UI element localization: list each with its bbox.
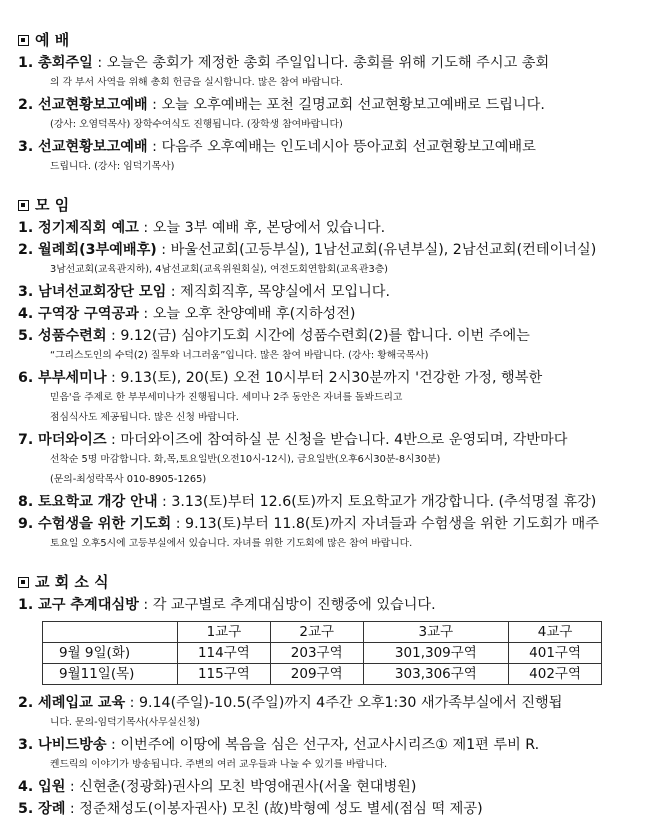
worship-item <box>18 137 638 177</box>
item-number: 9. <box>18 516 34 532</box>
item-text: 토요일 오후5시에 고등부실에서 있습니다. 자녀를 위한 기도회에 많은 참여 바랍니다. <box>50 538 413 549</box>
item-text: (문의-최성락목사 010-8905-1265) <box>50 474 207 485</box>
table-header-cell: 3교구 <box>363 622 509 643</box>
item-number: 4. <box>18 306 34 322</box>
item-text: 드립니다. (강사: 임덕기목사) <box>50 161 175 172</box>
table-cell: 303,306구역 <box>363 664 509 685</box>
item-number: 3. <box>18 284 34 300</box>
separator: : <box>147 139 162 155</box>
item-title: 총회주일 <box>38 55 93 71</box>
item-number: 1. <box>18 55 34 71</box>
separator: : <box>65 779 80 795</box>
table-cell: 114구역 <box>178 643 271 664</box>
item-text: 9.13(토), 20(토) 오전 10시부터 2시30분까지 '건강한 가정, 행복한 <box>120 370 543 386</box>
visitation-table <box>42 621 602 685</box>
table-cell: 9월 9일(화) <box>43 643 178 664</box>
separator: : <box>138 597 153 613</box>
meetings-heading <box>18 195 638 215</box>
separator: : <box>156 242 171 258</box>
table-row <box>43 664 602 685</box>
item-text: 다음주 오후예배는 인도네시아 뜽아교회 선교현황보고예배로 <box>161 139 536 155</box>
item-title: 부부세미나 <box>38 370 107 386</box>
news-item <box>18 693 638 733</box>
news-item <box>18 735 638 775</box>
bulletin-page <box>18 30 638 821</box>
news-item <box>18 595 638 615</box>
item-text: 믿음'을 주제로 한 부부세미나가 진행됩니다. 세미나 2주 동안은 자녀를 돌봐드리고 <box>50 392 403 403</box>
item-text: (강사: 오염덕목사) 장학수여식도 진행됩니다. (장학생 참여바랍니다) <box>50 119 343 130</box>
item-title: 나비드방송 <box>38 737 107 753</box>
item-number: 5. <box>18 801 34 817</box>
item-number: 2. <box>18 242 34 258</box>
item-number: 3. <box>18 737 34 753</box>
table-cell: 301,309구역 <box>363 643 509 664</box>
item-text: 신현춘(정광화)권사의 모친 박영애권사(서울 현대병원) <box>79 779 417 795</box>
item-text: 점심식사도 제공됩니다. 많은 신청 바랍니다. <box>50 412 240 423</box>
item-title: 성품수련회 <box>38 328 107 344</box>
separator: : <box>92 55 107 71</box>
item-number: 1. <box>18 597 34 613</box>
worship-section <box>18 30 638 177</box>
item-text: 제직회직후, 목양실에서 모입니다. <box>180 284 391 300</box>
item-text: 오늘 3부 예배 후, 본당에서 있습니다. <box>152 220 386 236</box>
item-text: 오늘 오후예배는 포천 길명교회 선교현황보고예배로 드립니다. <box>161 97 545 113</box>
item-text: 오늘 오후 찬양예배 후(지하성전) <box>152 306 356 322</box>
item-number: 3. <box>18 139 34 155</box>
item-text: 의 각 부서 사역을 위해 총회 헌금을 실시합니다. 많은 참여 바랍니다. <box>50 77 343 88</box>
item-text: 3남선교회(교육관지하), 4남선교회(교육위원회실), 여전도회연합회(교육관3층) <box>50 264 389 275</box>
square-bullet-icon <box>18 577 29 588</box>
item-text: 이번주에 이땅에 복음을 심은 선구자, 선교사시리즈① 제1편 루비 R. <box>120 737 540 753</box>
table-cell: 115구역 <box>178 664 271 685</box>
item-number: 2. <box>18 695 34 711</box>
meeting-item <box>18 514 638 554</box>
table-cell: 402구역 <box>509 664 602 685</box>
item-text: 오늘은 총회가 제정한 총회 주일입니다. 총회를 위해 기도해 주시고 총회 <box>106 55 550 71</box>
item-title: 구역장 구역공과 <box>38 306 139 322</box>
item-number: 1. <box>18 220 34 236</box>
item-title: 교구 추계대심방 <box>38 597 139 613</box>
item-title: 정기제직회 예고 <box>38 220 139 236</box>
meeting-item <box>18 304 638 324</box>
item-number: 6. <box>18 370 34 386</box>
news-item <box>18 777 638 797</box>
item-text: 9.12(금) 심야기도회 시간에 성품수련회(2)를 합니다. 이번 주에는 <box>120 328 530 344</box>
item-text: 니다. 문의-임덕기목사(사무실신청) <box>50 717 200 728</box>
item-text: 바울선교회(고등부실), 1남선교회(유년부실), 2남선교회(컨테이너실) <box>170 242 597 258</box>
separator: : <box>106 370 121 386</box>
meeting-item <box>18 326 638 366</box>
item-title: 남녀선교회장단 모임 <box>38 284 167 300</box>
news-section <box>18 572 638 819</box>
separator: : <box>125 695 139 711</box>
item-text: 9.13(토)부터 11.8(토)까지 자녀들과 수험생을 위한 기도회가 매주 <box>185 516 599 532</box>
worship-heading <box>18 30 638 50</box>
item-title: 세례입교 교육 <box>38 695 126 711</box>
separator: : <box>138 306 153 322</box>
item-number: 5. <box>18 328 34 344</box>
meeting-list <box>18 218 638 554</box>
item-text: 3.13(토)부터 12.6(토)까지 토요학교가 개강합니다. (추석명절 휴강) <box>171 494 597 510</box>
separator: : <box>106 432 121 448</box>
item-text: “그리스도인의 수덕(2) 질투와 너그러움”입니다. 많은 참여 바랍니다. (강사: 황해국목사) <box>50 350 429 361</box>
item-number: 2. <box>18 97 34 113</box>
separator: : <box>147 97 162 113</box>
table-cell: 9월11일(목) <box>43 664 178 685</box>
meeting-item <box>18 492 638 512</box>
item-title: 선교현황보고예배 <box>38 139 148 155</box>
meeting-item <box>18 368 638 428</box>
item-text: 선착순 5명 마감합니다. 화,목,토요일반(오전10시-12시), 금요일반(오후6시30분-8시30분) <box>50 454 441 465</box>
item-text: 정준채성도(이봉자권사) 모친 (故)박형예 성도 별세(점심 떡 제공) <box>79 801 483 817</box>
item-text: 각 교구별로 추계대심방이 진행중에 있습니다. <box>152 597 436 613</box>
separator: : <box>106 328 121 344</box>
separator: : <box>106 737 121 753</box>
square-bullet-icon <box>18 35 29 46</box>
table-row <box>43 643 602 664</box>
meetings-section <box>18 195 638 554</box>
table-header-cell: 1교구 <box>178 622 271 643</box>
item-number: 7. <box>18 432 34 448</box>
meeting-item <box>18 240 638 280</box>
separator: : <box>157 494 172 510</box>
table-cell: 203구역 <box>270 643 363 664</box>
table-cell: 401구역 <box>509 643 602 664</box>
news-item <box>18 799 638 819</box>
item-text: 켄드릭의 이야기가 방송됩니다. 주변의 여러 교우들과 나눌 수 있기를 바랍니다. <box>50 759 388 770</box>
worship-item <box>18 95 638 135</box>
table-header-cell <box>43 622 178 643</box>
item-title: 토요학교 개강 안내 <box>38 494 158 510</box>
meeting-item <box>18 218 638 238</box>
item-title: 마더와이즈 <box>38 432 107 448</box>
worship-title: 예 배 <box>35 31 70 49</box>
item-number: 4. <box>18 779 34 795</box>
table-header-row <box>43 622 602 643</box>
news-title: 교 회 소 식 <box>35 573 109 591</box>
worship-item <box>18 53 638 93</box>
meeting-item <box>18 282 638 302</box>
meeting-item <box>18 430 638 490</box>
separator: : <box>166 284 181 300</box>
news-list <box>18 693 638 819</box>
meetings-title: 모 임 <box>35 196 70 214</box>
item-text: 9.14(주일)-10.5(주일)까지 4주간 오후1:30 새가족부실에서 진행됩 <box>138 695 563 711</box>
item-number: 8. <box>18 494 34 510</box>
separator: : <box>65 801 80 817</box>
item-title: 월례회(3부예배후) <box>38 242 157 258</box>
table-header-cell: 2교구 <box>270 622 363 643</box>
item-text: 마더와이즈에 참여하실 분 신청을 받습니다. 4반으로 운영되며, 각반마다 <box>120 432 568 448</box>
item-title: 입원 <box>38 779 66 795</box>
separator: : <box>171 516 186 532</box>
table-cell: 209구역 <box>270 664 363 685</box>
item-title: 선교현황보고예배 <box>38 97 148 113</box>
table-header-cell: 4교구 <box>509 622 602 643</box>
separator: : <box>138 220 153 236</box>
item-title: 장례 <box>38 801 66 817</box>
news-heading <box>18 572 638 592</box>
square-bullet-icon <box>18 200 29 211</box>
item-title: 수험생을 위한 기도회 <box>38 516 172 532</box>
